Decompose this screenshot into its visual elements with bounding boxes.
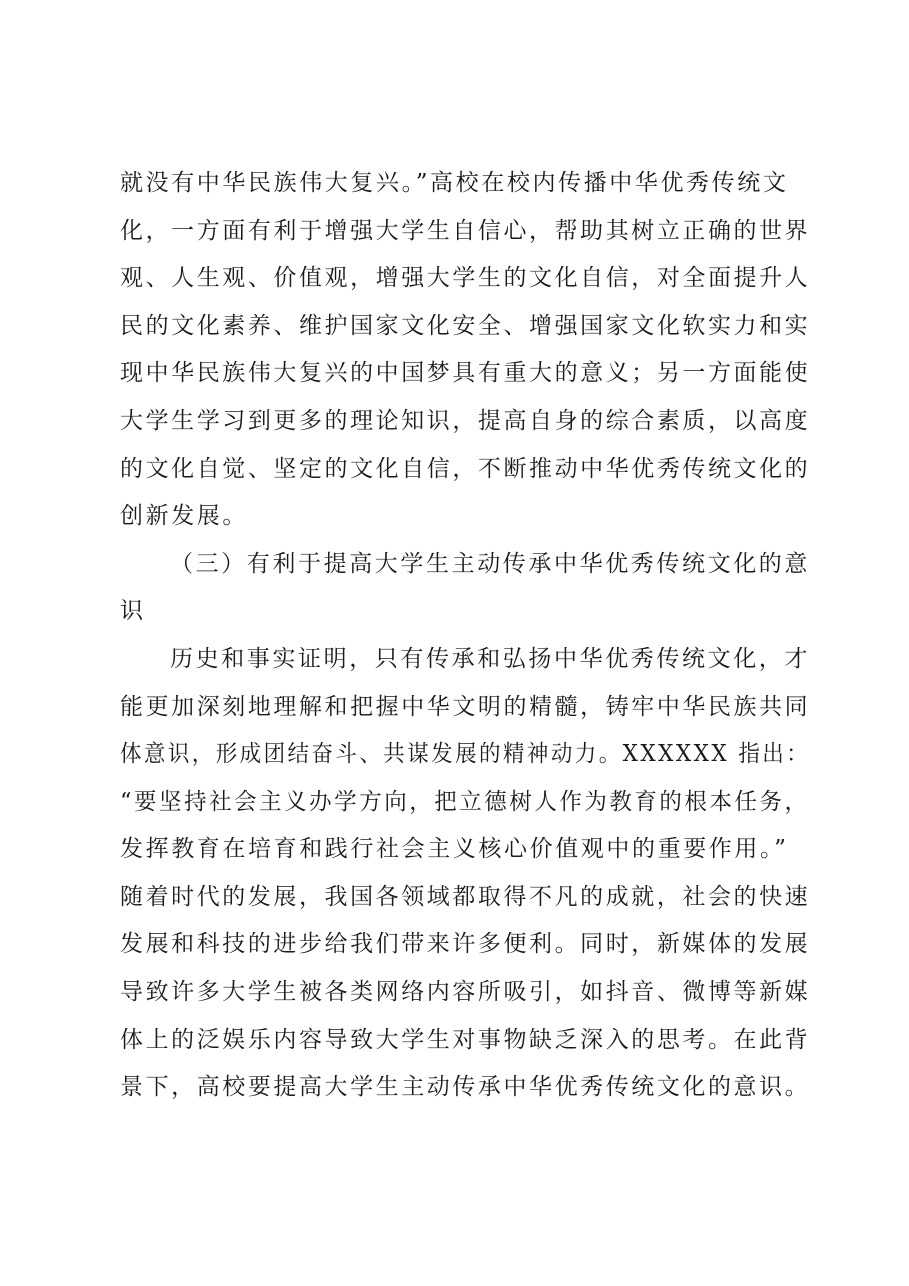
section-heading: （三）有利于提高大学生主动传承中华优秀传统文化的意 (170, 551, 810, 577)
paragraph-line: 体意识，形成团结奋斗、共谋发展的精神动力。XXXXXX 指出： (120, 741, 811, 767)
paragraph-line: 发挥教育在培育和践行社会主义核心价值观中的重要作用。” (120, 836, 789, 862)
paragraph-line: 就没有中华民族伟大复兴。”高校在校内传播中华优秀传统文 (120, 170, 789, 196)
paragraph-line: 景下，高校要提高大学生主动传承中华优秀传统文化的意识。 (120, 1074, 811, 1100)
paragraph-line: 创新发展。 (120, 503, 248, 529)
paragraph-line: 能更加深刻地理解和把握中华文明的精髓，铸牢中华民族共同 (120, 694, 811, 720)
paragraph-line: 现中华民族伟大复兴的中国梦具有重大的意义；另一方面能使 (120, 360, 811, 386)
paragraph-line: 的文化自觉、坚定的文化自信，不断推动中华优秀传统文化的 (120, 456, 811, 482)
paragraph-line: 随着时代的发展，我国各领域都取得不凡的成就，社会的快速 (120, 884, 811, 910)
paragraph-line: 发展和科技的进步给我们带来许多便利。同时，新媒体的发展 (120, 931, 811, 957)
paragraph-line: 导致许多大学生被各类网络内容所吸引，如抖音、微博等新媒 (120, 979, 811, 1005)
paragraph-line: 观、人生观、价值观，增强大学生的文化自信，对全面提升人 (120, 265, 811, 291)
section-heading-continued: 识 (120, 598, 146, 624)
paragraph-line: 体上的泛娱乐内容导致大学生对事物缺乏深入的思考。在此背 (120, 1027, 811, 1053)
paragraph-line: 民的文化素养、维护国家文化安全、增强国家文化软实力和实 (120, 313, 811, 339)
paragraph-line: 大学生学习到更多的理论知识，提高自身的综合素质，以高度 (120, 408, 811, 434)
paragraph-line: “要坚持社会主义办学方向，把立德树人作为教育的根本任务， (120, 789, 810, 815)
paragraph-line: 历史和事实证明，只有传承和弘扬中华优秀传统文化，才 (170, 646, 810, 672)
paragraph-line: 化，一方面有利于增强大学生自信心，帮助其树立正确的世界 (120, 218, 811, 244)
